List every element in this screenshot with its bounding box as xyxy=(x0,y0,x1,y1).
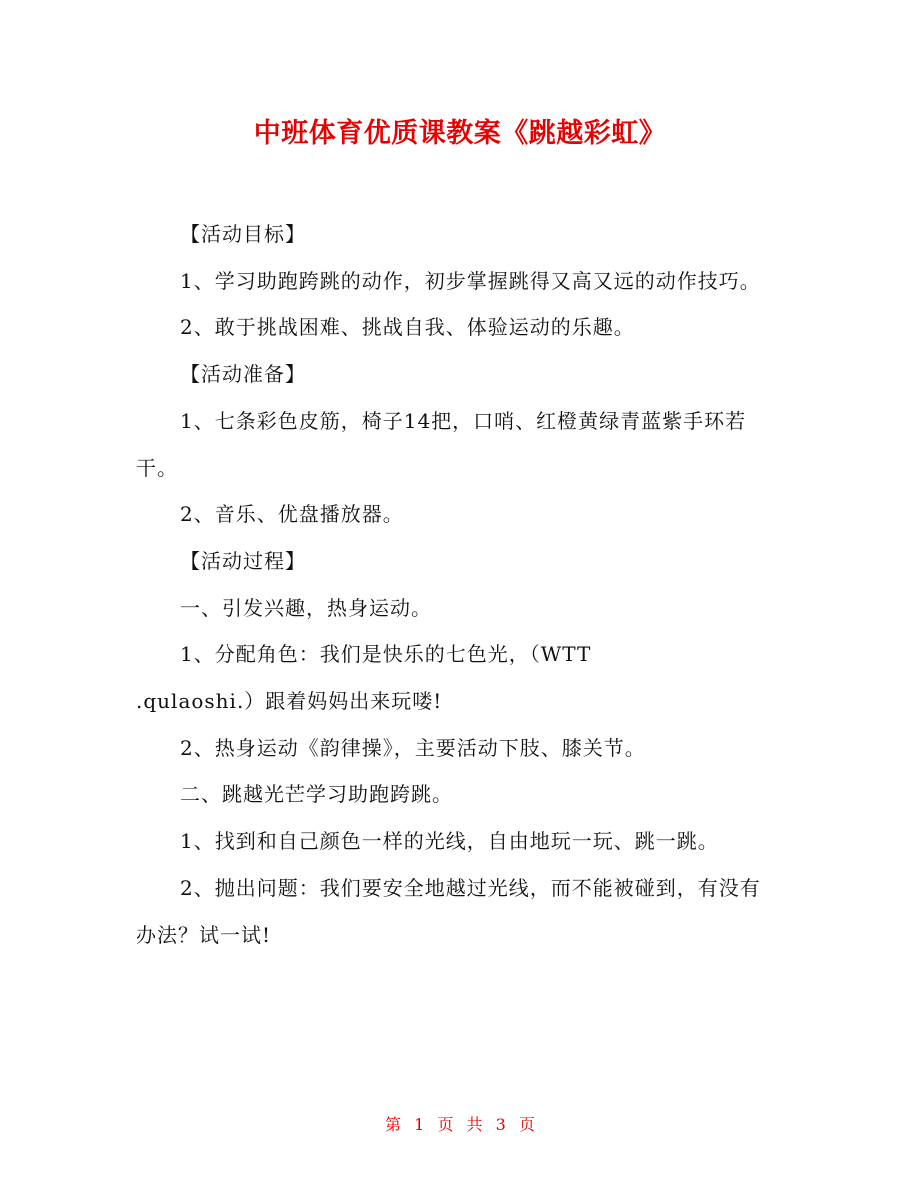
footer-total-pages: 3 xyxy=(495,1115,506,1134)
paragraph-role-assignment: 1、分配角色：我们是快乐的七色光，（WTT xyxy=(180,642,592,667)
footer-label-unit-end: 页 xyxy=(518,1115,535,1134)
paragraph-process-step-2: 二、跳越光芒学习助跑跨跳。 xyxy=(180,782,453,807)
paragraph-role-assignment-cont: .qulaoshi.）跟着妈妈出来玩喽! xyxy=(136,689,443,714)
section-heading-preparation: 【活动准备】 xyxy=(180,362,306,387)
paragraph-prep-2: 2、音乐、优盘播放器。 xyxy=(180,502,404,527)
footer-label-unit: 页 xyxy=(437,1115,454,1134)
paragraph-prep-1: 1、七条彩色皮筋，椅子14把，口哨、红橙黄绿青蓝紫手环若干。 xyxy=(136,408,747,480)
paragraph-warmup: 2、热身运动《韵律操》，主要活动下肢、膝关节。 xyxy=(180,735,646,760)
document-body xyxy=(136,211,776,958)
section-heading-process: 【活动过程】 xyxy=(180,548,306,573)
document-title: 中班体育优质课教案《跳越彩虹》 xyxy=(253,118,667,149)
paragraph-goal-1: 1、学习助跑跨跳的动作，初步掌握跳得又高又远的动作技巧。 xyxy=(180,268,761,293)
page-footer xyxy=(0,1113,920,1137)
paragraph-question: 2、抛出问题：我们要安全地越过光线，而不能被碰到，有没有办法？试一试! xyxy=(136,875,761,947)
paragraph-goal-2: 2、敢于挑战困难、挑战自我、体验运动的乐趣。 xyxy=(180,315,635,340)
footer-label-page: 第 xyxy=(385,1115,402,1134)
section-heading-goals: 【活动目标】 xyxy=(180,222,306,246)
paragraph-find-color: 1、找到和自己颜色一样的光线，自由地玩一玩、跳一跳。 xyxy=(180,829,719,854)
footer-label-total: 共 xyxy=(466,1115,483,1134)
paragraph-process-step-1: 一、引发兴趣，热身运动。 xyxy=(180,595,432,620)
footer-current-page: 1 xyxy=(414,1115,425,1134)
